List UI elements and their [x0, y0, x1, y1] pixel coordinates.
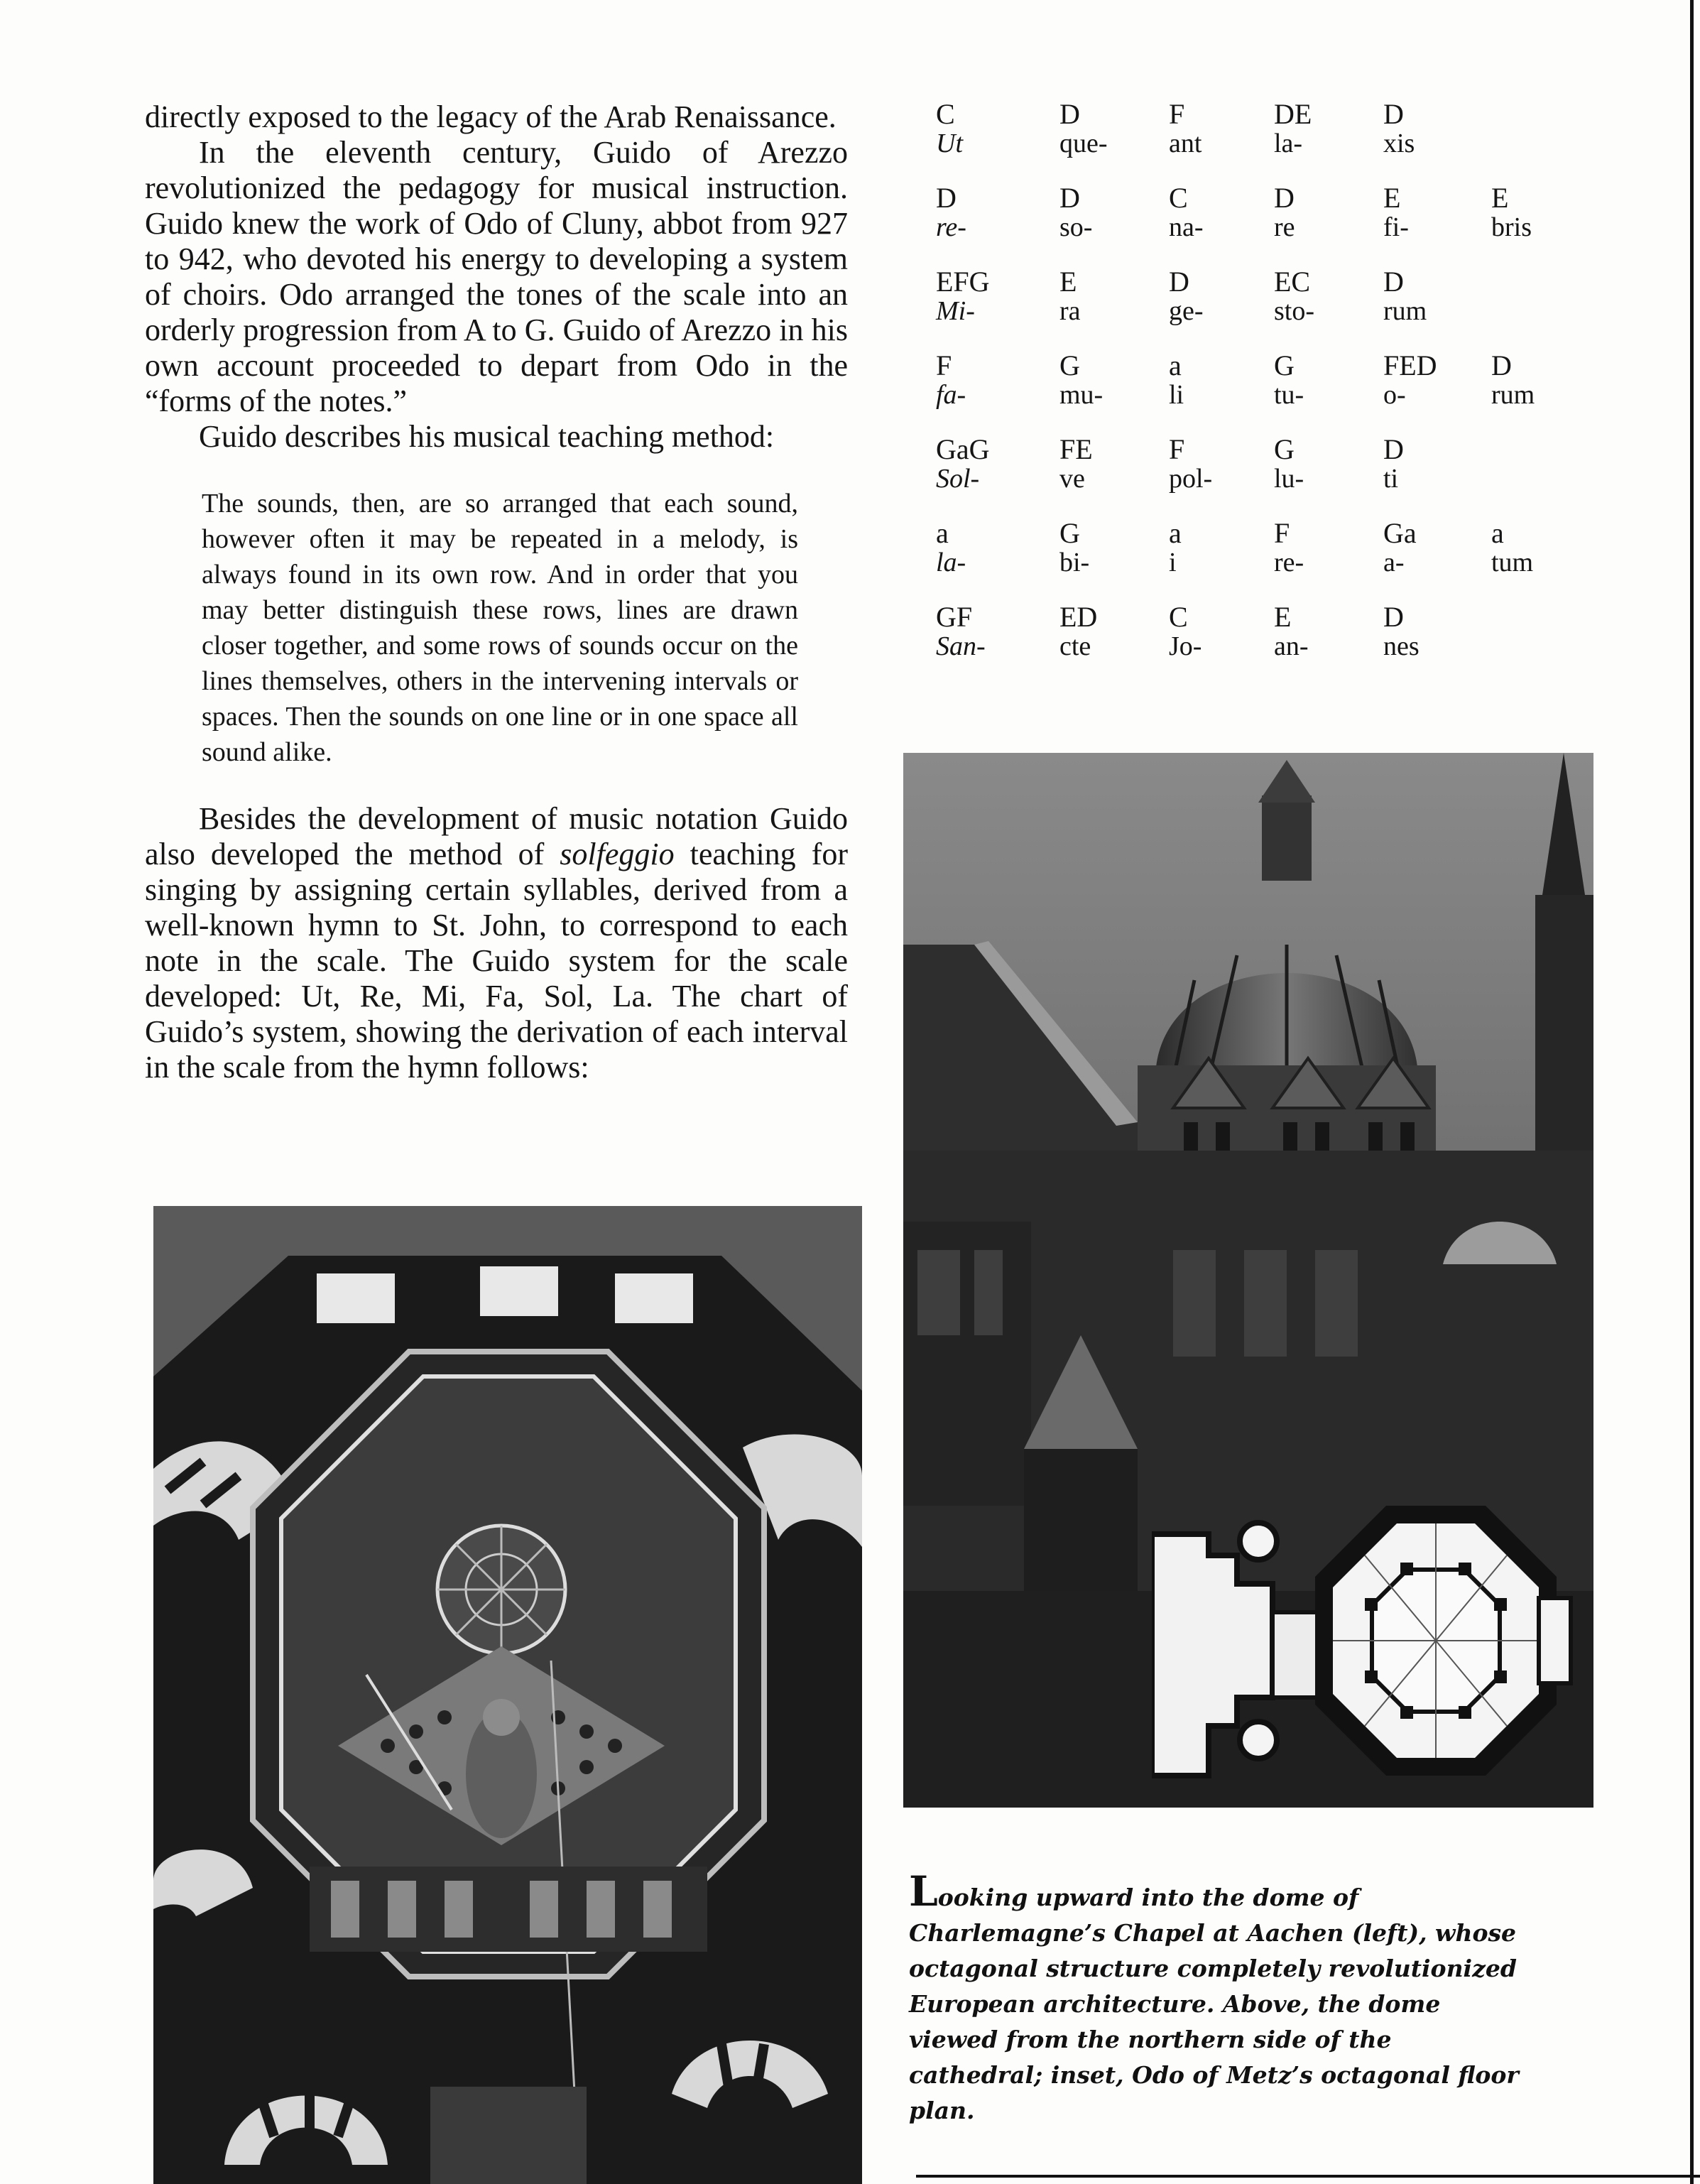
chart-note: E	[1491, 182, 1509, 214]
chart-cell	[1169, 183, 1275, 241]
chart-note: F	[936, 349, 952, 381]
page-edge-rule	[1690, 0, 1694, 2184]
dome-photo-illustration	[153, 1206, 862, 2184]
chart-syllable: fi-	[1383, 212, 1409, 242]
chart-note: E	[1274, 601, 1292, 633]
chart-syllable: rum	[1491, 380, 1535, 410]
chart-note: G	[1274, 433, 1295, 465]
chart-syllable: ant	[1169, 129, 1202, 158]
chart-syllable: pol-	[1169, 464, 1213, 494]
chart-syllable: nes	[1383, 631, 1420, 661]
chart-note: EFG	[936, 266, 990, 298]
chart-note: D	[1059, 182, 1080, 214]
chart-note: D	[1383, 433, 1404, 465]
chart-cell	[1059, 602, 1166, 661]
paragraph-3: Guido describes his musical teaching method:	[199, 419, 775, 454]
chart-syllable: re-	[936, 212, 966, 242]
paragraph-4-part-a: Besides the development of music notation Guido also developed the method of	[145, 801, 848, 871]
chart-cell	[1059, 435, 1166, 493]
chart-cell	[1169, 518, 1275, 577]
chart-syllable: li	[1169, 380, 1184, 410]
chart-syllable: que-	[1059, 129, 1108, 158]
chart-syllable: Sol-	[936, 464, 980, 494]
chart-cell	[1383, 267, 1490, 325]
chart-syllable: Jo-	[1169, 631, 1202, 661]
chart-cell	[936, 435, 1042, 493]
chart-row	[936, 99, 1618, 183]
chart-cell	[1169, 99, 1275, 158]
chart-row	[936, 435, 1618, 518]
chart-syllable: la-	[936, 548, 966, 577]
chart-syllable: bi-	[1059, 548, 1090, 577]
chart-syllable: Ut	[936, 129, 963, 158]
chart-cell	[1491, 518, 1598, 577]
chart-note: F	[1169, 98, 1185, 130]
chart-syllable: tu-	[1274, 380, 1304, 410]
chart-note: D	[1274, 182, 1295, 214]
chart-row	[936, 351, 1618, 435]
chart-note: F	[1274, 517, 1290, 549]
paragraph-2: In the eleventh century, Guido of Arezzo revolutionized the pedagogy for musical instruction. Guido knew the work of Odo of Cluny, abbot from 927 to 942, who devoted his energy to developing a system of choirs. Odo arranged the tones of the scale into an orderly progression from A to G. Guido of Arezzo in his own account proceeded to depart from Odo in the “forms of the notes.”	[145, 135, 848, 418]
chart-note: a	[1491, 517, 1504, 549]
chart-note: D	[1491, 349, 1512, 381]
chart-cell	[1274, 351, 1380, 409]
chart-syllable: ge-	[1169, 296, 1204, 326]
chart-note: G	[1059, 349, 1080, 381]
chart-cell	[1383, 183, 1490, 241]
chart-cell	[1059, 518, 1166, 577]
chart-syllable: a-	[1383, 548, 1405, 577]
chart-note: D	[1383, 601, 1404, 633]
chart-cell	[1274, 518, 1380, 577]
chart-cell	[1383, 435, 1490, 493]
chart-note: GaG	[936, 433, 990, 465]
photo-caption	[909, 1867, 1520, 2129]
chart-syllable: i	[1169, 548, 1177, 577]
chart-note: C	[1169, 182, 1188, 214]
chart-syllable: bris	[1491, 212, 1532, 242]
chart-syllable: re-	[1274, 548, 1304, 577]
chart-cell	[1383, 99, 1490, 158]
chart-syllable: lu-	[1274, 464, 1304, 494]
chart-syllable: xis	[1383, 129, 1415, 158]
chart-syllable: rum	[1383, 296, 1427, 326]
chart-syllable: ra	[1059, 296, 1081, 326]
chart-note: GF	[936, 601, 973, 633]
chart-row	[936, 518, 1618, 602]
chart-cell	[1169, 351, 1275, 409]
chart-syllable: ti	[1383, 464, 1399, 494]
chart-syllable: Mi-	[936, 296, 975, 326]
chart-note: ED	[1059, 601, 1098, 633]
chart-note: C	[1169, 601, 1188, 633]
chart-note: Ga	[1383, 517, 1417, 549]
chart-syllable: na-	[1169, 212, 1204, 242]
caption-dropcap: L	[909, 1867, 938, 1916]
chart-cell	[1274, 183, 1380, 241]
chart-note: D	[1169, 266, 1189, 298]
chart-syllable: la-	[1274, 129, 1303, 158]
cathedral-exterior-photo	[903, 753, 1593, 1808]
chart-cell	[936, 183, 1042, 241]
paragraph-4	[145, 801, 848, 1085]
chart-note: FE	[1059, 433, 1093, 465]
chart-note: E	[1383, 182, 1401, 214]
chart-cell	[936, 267, 1042, 325]
octagonal-floor-plan-inset	[1152, 1492, 1578, 1808]
chart-note: EC	[1274, 266, 1311, 298]
chart-syllable: cte	[1059, 631, 1091, 661]
chart-cell	[1274, 602, 1380, 661]
chart-note: D	[1383, 98, 1404, 130]
chart-syllable: ve	[1059, 464, 1085, 494]
chart-note: DE	[1274, 98, 1312, 130]
chart-syllable: re	[1274, 212, 1295, 242]
chart-syllable: o-	[1383, 380, 1406, 410]
chart-row	[936, 183, 1618, 267]
chart-cell	[1059, 99, 1166, 158]
chart-cell	[1169, 602, 1275, 661]
chart-cell	[1169, 267, 1275, 325]
solfeggio-chart	[936, 99, 1618, 686]
chart-syllable: San-	[936, 631, 986, 661]
chart-cell	[1169, 435, 1275, 493]
chart-cell	[1059, 183, 1166, 241]
chart-cell	[1274, 99, 1380, 158]
chart-cell	[1274, 267, 1380, 325]
chart-note: G	[1274, 349, 1295, 381]
chart-cell	[1383, 518, 1490, 577]
chart-note: D	[1383, 266, 1404, 298]
solfeggio-term: solfeggio	[560, 837, 675, 871]
chart-note: a	[1169, 517, 1182, 549]
chart-cell	[1491, 351, 1598, 409]
chart-note: FED	[1383, 349, 1437, 381]
body-text-column	[145, 99, 848, 1085]
chart-note: D	[936, 182, 957, 214]
chart-cell	[1383, 602, 1490, 661]
chart-cell	[936, 351, 1042, 409]
caption-text: ooking upward into the dome of Charlemagne’s Chapel at Aachen (left), whose octagonal structure completely revolutionized European architecture. Above, the dome viewed from the northern side of the cathedral; inset, Odo of Metz’s octagonal floor plan.	[909, 1884, 1519, 2124]
chart-note: C	[936, 98, 955, 130]
chart-cell	[1059, 267, 1166, 325]
chart-syllable: an-	[1274, 631, 1309, 661]
chart-cell	[936, 518, 1042, 577]
chart-note: D	[1059, 98, 1080, 130]
chart-syllable: so-	[1059, 212, 1093, 242]
bottom-edge-rule	[916, 2175, 1700, 2178]
paragraph-1: directly exposed to the legacy of the Arab Renaissance.	[145, 99, 837, 134]
chart-syllable: sto-	[1274, 296, 1314, 326]
chart-cell	[1491, 183, 1598, 241]
chart-note: a	[1169, 349, 1182, 381]
chart-cell	[936, 99, 1042, 158]
chart-cell	[1383, 351, 1490, 409]
dome-interior-photo	[153, 1206, 862, 2184]
chart-note: G	[1059, 517, 1080, 549]
chart-note: E	[1059, 266, 1077, 298]
chart-cell	[1274, 435, 1380, 493]
chart-row	[936, 602, 1618, 686]
guido-quotation: The sounds, then, are so arranged that each sound, however often it may be repeated in a melody, is always found in its own row. And in order that you may better distinguish these rows, lines are drawn closer together, and some rows of sounds occur on the lines themselves, others in the intervening intervals or spaces. Then the sounds on one line or in one space all sound alike.	[202, 489, 798, 767]
chart-note: a	[936, 517, 949, 549]
chart-cell	[1059, 351, 1166, 409]
chart-syllable: mu-	[1059, 380, 1104, 410]
paragraph-4-part-b: teaching for singing by assigning certain syllables, derived from a well-known hymn to St. John, to correspond to each note in the scale. The Guido system for the scale developed: Ut, Re, Mi, Fa, Sol, La. The chart of Guido’s system, showing the derivation of each interval in the scale from the hymn follows:	[145, 837, 849, 1085]
chart-note: F	[1169, 433, 1185, 465]
chart-syllable: fa-	[936, 380, 966, 410]
chart-syllable: tum	[1491, 548, 1534, 577]
chart-row	[936, 267, 1618, 351]
chart-cell	[936, 602, 1042, 661]
